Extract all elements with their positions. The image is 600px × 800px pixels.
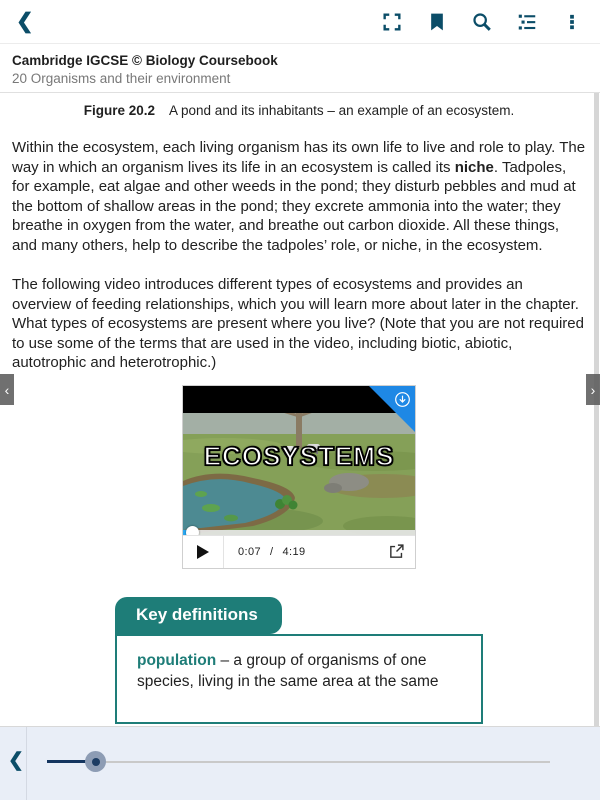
paragraph-niche (12, 138, 586, 255)
video-title-overlay: ECOSYSTEMS (203, 440, 395, 471)
page-content (0, 93, 600, 726)
video-time (238, 546, 306, 558)
video-progress-bar[interactable] (183, 530, 415, 535)
book-title: Cambridge IGCSE © Biology Coursebook (12, 53, 278, 68)
search-icon[interactable] (470, 10, 494, 34)
book-header (0, 45, 600, 93)
top-toolbar (0, 0, 600, 44)
video-player[interactable] (182, 385, 416, 569)
paragraph-text: . Tadpoles, for example, eat algae and other weeds in the pond; they disturb pebbles and mud at the bottom of shallow areas in the pond; they excrete ammonia into the water; they breathe in oxygen from the water, and breathe out carbon dioxide. All these things, and many others, help to describe the tadpoles’ role, or niche, in the ecosystem. (12, 158, 576, 254)
definition-term: population (137, 651, 217, 669)
bottom-bar (0, 726, 600, 800)
download-cloud-icon[interactable] (394, 391, 411, 413)
toolbar-actions (380, 10, 584, 34)
chapter-title: 20 Organisms and their environment (12, 71, 231, 87)
controls-divider (223, 536, 224, 568)
key-definitions-box (115, 597, 483, 724)
collapse-bar-button[interactable]: ❮ (8, 750, 24, 771)
open-external-icon[interactable] (388, 543, 405, 560)
time-separator: / (270, 545, 274, 558)
definition-text: – a group of organisms of one species, living in the same area at the same (137, 651, 439, 690)
bottom-bar-divider (26, 727, 27, 800)
current-time: 0:07 (238, 545, 262, 558)
figure-label: Figure 20.2 (83, 103, 156, 118)
bookmark-icon[interactable] (425, 10, 449, 34)
play-icon (197, 545, 209, 559)
key-definitions-body (115, 634, 483, 724)
keyword-niche: niche (454, 158, 494, 176)
duration: 4:19 (282, 545, 306, 558)
back-button[interactable]: ❮ (16, 10, 34, 33)
fullscreen-icon[interactable] (380, 10, 404, 34)
figure-caption-text: A pond and its inhabitants – an example of an ecosystem. (169, 103, 515, 118)
play-button[interactable] (183, 536, 223, 568)
more-vertical-icon[interactable] (560, 10, 584, 34)
next-page-button[interactable]: › (586, 374, 600, 405)
page-position-slider[interactable] (47, 760, 550, 763)
paragraph-video-intro: The following video introduces different types of ecosystems and provides an overview of feeding relationships, which you will learn more about later in the chapter. What types of ecosystems are present where you live? (Note that you are not required to use some of the terms that are used in the video, including biotic, abiotic, autotrophic and heterotrophic.) (12, 276, 584, 371)
figure-caption (12, 103, 586, 118)
slider-track[interactable] (47, 761, 550, 763)
scrollbar[interactable] (594, 93, 599, 726)
table-of-contents-icon[interactable] (515, 10, 539, 34)
previous-page-button[interactable]: ‹ (0, 374, 14, 405)
paragraph-text: Within the ecosystem, each living organism has its own life to live and role to play. The way in which an organism lives its life in an ecosystem is called its (12, 139, 586, 176)
video-controls (183, 535, 415, 568)
key-definitions-title: Key definitions (115, 597, 282, 634)
video-thumbnail[interactable] (183, 386, 415, 535)
slider-knob[interactable] (85, 751, 106, 772)
